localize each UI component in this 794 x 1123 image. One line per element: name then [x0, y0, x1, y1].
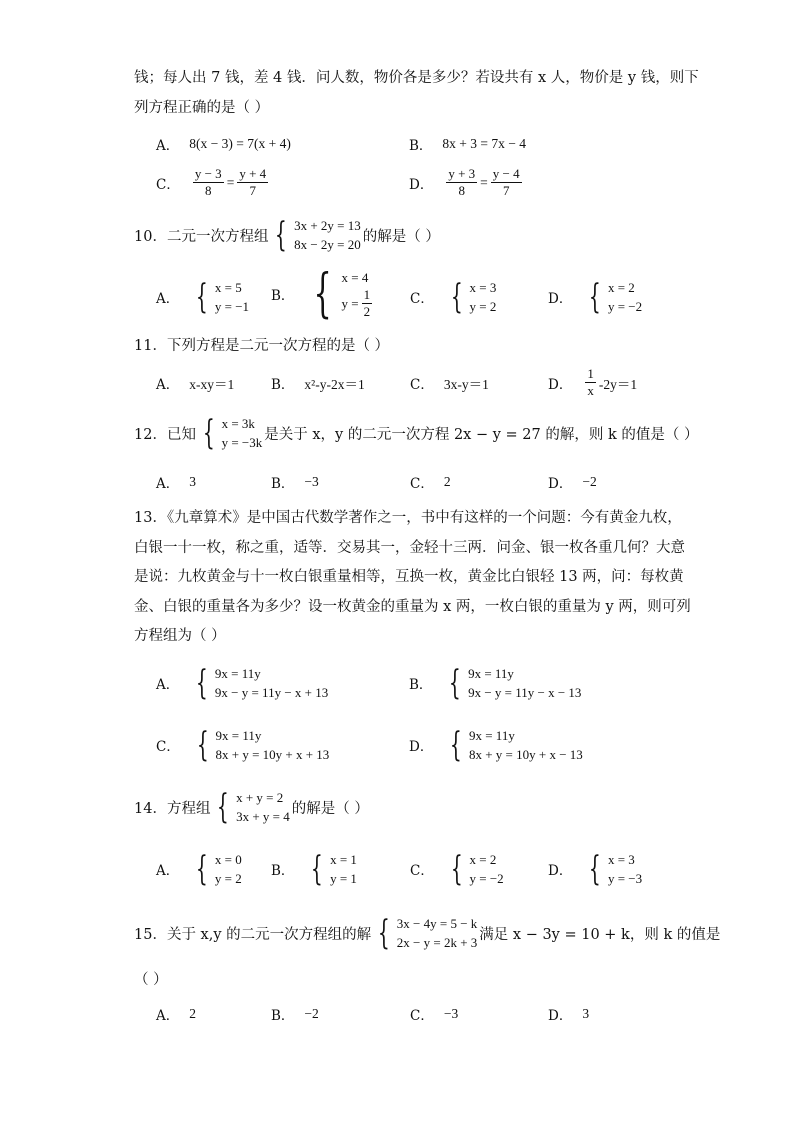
q10-option-a[interactable]: A． { x = 5 y = −1 [156, 277, 250, 317]
q11-option-c[interactable] [410, 373, 489, 393]
equation-system [270, 216, 360, 254]
brace-icon: { [196, 849, 209, 889]
q10-suffix: 的解是（ ） [362, 228, 440, 245]
q10-option-d[interactable]: D． { x = 2 y = −2 [548, 277, 643, 317]
option-label: B． [271, 288, 295, 304]
option-text: 8x + 3 = 7x − 4 [442, 136, 527, 151]
option-label: C． [410, 863, 434, 879]
option-label: C． [410, 291, 434, 307]
brace-icon: { [275, 215, 288, 255]
q10-prefix: 10．二元一次方程组 [134, 228, 269, 245]
q10-stem [134, 216, 440, 254]
brace-icon: { [589, 277, 602, 317]
option-text: 3 [189, 474, 196, 489]
q12-option-b[interactable] [271, 472, 319, 492]
equation-system: { 3x − 4y = 5 − k 2x − y = 2k + 3 [378, 913, 478, 953]
fraction: $\frac{y - 3}{8}$ [194, 166, 222, 198]
q14-option-d[interactable]: D． { x = 3 y = −3 [548, 849, 643, 889]
brace-icon: { [313, 264, 333, 324]
q14-prefix: 14．方程组 [134, 800, 211, 817]
option-text: −2 [582, 474, 597, 489]
option-text: 3x-y＝1 [443, 377, 489, 392]
brace-icon: { [217, 787, 230, 827]
q9-option-a[interactable] [156, 134, 291, 154]
q13-option-c[interactable]: C． { 9x = 11y 8x + y = 10y + x + 13 [156, 725, 330, 765]
fraction: $\frac{y + 4}{7}$ [239, 166, 267, 198]
option-label: A． [156, 377, 180, 393]
option-label: D． [548, 376, 573, 393]
q9-option-c[interactable] [156, 166, 271, 199]
option-label: D． [409, 739, 434, 755]
brace-icon: { [378, 913, 390, 953]
brace-icon: { [450, 725, 463, 765]
brace-icon: { [311, 849, 324, 889]
brace-icon: { [449, 663, 462, 703]
equals-sign: = [226, 174, 235, 190]
option-label: A． [156, 291, 180, 307]
q13-stem-line4: 金、白银的重量各为多少？设一枚黄金的重量为 x 两，一枚白银的重量为 y 两，则可列 [134, 599, 691, 615]
q15-stem-line2: （ ） [134, 972, 168, 988]
q10-option-b[interactable]: B． { x = 4 y = $\frac{1}{2}$ [271, 264, 371, 324]
q15-prefix: 15．关于 x,y 的二元一次方程组的解 [134, 926, 372, 943]
option-label: B． [409, 677, 433, 693]
q14-option-c[interactable]: C． { x = 2 y = −2 [410, 849, 504, 889]
q10-option-c[interactable]: C． { x = 3 y = 2 [410, 277, 497, 317]
q11-option-b[interactable] [271, 373, 365, 393]
q9-stem-line1: 钱；每人出 7 钱，差 4 钱．问人数，物价各是多少？若设共有 x 人，物价是 y 钱，则下 [134, 70, 699, 86]
option-label: D． [548, 291, 573, 307]
q12-prefix: 12．已知 [134, 426, 196, 443]
option-label: D． [409, 176, 434, 193]
q12-option-c[interactable] [410, 472, 451, 492]
equation-row: 8x − 2y = 20 [294, 237, 361, 252]
option-text: -2y＝1 [598, 376, 638, 392]
q12-stem [134, 414, 698, 452]
q9-stem-line2: 列方程正确的是（ ） [134, 100, 270, 116]
q13-option-b[interactable]: B． { 9x = 11y 9x − y = 11y − x − 13 [409, 663, 582, 703]
option-label: C． [410, 1008, 434, 1024]
q15-option-b[interactable] [271, 1004, 319, 1024]
brace-icon: { [196, 725, 209, 765]
option-text: x²-y-2x＝1 [304, 377, 365, 392]
option-label: A． [156, 677, 180, 693]
option-label: B． [271, 377, 295, 393]
option-label: D． [548, 476, 573, 492]
option-label: B． [271, 1008, 295, 1024]
q15-option-c[interactable] [410, 1004, 458, 1024]
brace-icon: { [450, 849, 463, 889]
q15-option-a[interactable] [156, 1004, 196, 1024]
brace-icon: { [589, 849, 602, 889]
option-label: A． [156, 138, 180, 154]
q14-option-a[interactable]: A． { x = 0 y = 2 [156, 849, 242, 889]
option-text: 2 [443, 474, 451, 489]
option-label: B． [271, 476, 295, 492]
option-label: C． [410, 377, 434, 393]
option-text: −3 [443, 1006, 459, 1021]
q11-option-a[interactable] [156, 373, 234, 393]
option-text: −2 [304, 1006, 319, 1021]
option-text: 2 [189, 1006, 196, 1021]
equals-sign: = [480, 174, 488, 190]
q15-suffix: 满足 x − 3y = 10 + k，则 k 的值是 [479, 926, 721, 943]
q13-stem-line5: 方程组为（ ） [134, 628, 226, 644]
option-label: C． [156, 739, 180, 755]
brace-icon: { [450, 277, 463, 317]
option-text: 8(x − 3) = 7(x + 4) [189, 136, 291, 151]
q9-option-b[interactable] [409, 134, 526, 154]
equation-system: { x = 3k y = −3k [202, 413, 263, 453]
option-text: 3 [582, 1006, 590, 1021]
q13-stem-line1: 13．《九章算术》是中国古代数学著作之一，书中有这样的一个问题：今有黄金九枚， [134, 510, 682, 526]
q14-stem [134, 788, 369, 826]
equation-row: 3x + 2y = 13 [294, 218, 361, 233]
q13-option-a[interactable]: A． { 9x = 11y 9x − y = 11y − x + 13 [156, 663, 329, 703]
q13-stem-line3: 是说：九枚黄金与十一枚白银重量相等，互换一枚，黄金比白银轻 13 两，问：每枚黄 [134, 569, 684, 585]
brace-icon: { [196, 663, 209, 703]
option-label: B． [409, 138, 433, 154]
q12-option-d[interactable] [548, 472, 597, 492]
option-label: A． [156, 863, 180, 879]
q14-suffix: 的解是（ ） [291, 800, 369, 817]
option-label: D． [548, 863, 573, 879]
option-label: C． [410, 476, 434, 492]
equation-system: { x + y = 2 3x + y = 4 [217, 787, 290, 827]
fraction: $\frac{y + 3}{8}$ [448, 166, 476, 198]
option-label: B． [271, 863, 295, 879]
q15-stem [134, 914, 720, 952]
brace-icon: { [196, 277, 209, 317]
q9-option-d[interactable] [409, 166, 525, 199]
option-text: −3 [304, 474, 319, 489]
q13-stem-line2: 白银一十一枚，称之重，适等．交易其一，金轻十三两．问金、银一枚各重几何？大意 [134, 540, 685, 556]
q14-option-b[interactable]: B． { x = 1 y = 1 [271, 849, 357, 889]
q12-suffix: 是关于 x，y 的二元一次方程 2x − y = 27 的解，则 k 的值是（ ） [264, 426, 699, 443]
brace-icon: { [202, 413, 215, 453]
q11-option-d[interactable]: D． $\frac{1}{x}$ -2y＝1 [548, 366, 638, 398]
q13-option-d[interactable]: D． { 9x = 11y 8x + y = 10y + x − 13 [409, 725, 583, 765]
option-label: A． [156, 1008, 180, 1024]
option-text: x-xy＝1 [189, 377, 235, 392]
option-label: C． [156, 176, 180, 193]
fraction: $\frac{y - 4}{7}$ [492, 166, 520, 198]
q11-stem: 11．下列方程是二元一次方程的是（ ） [134, 338, 390, 354]
option-label: D． [548, 1008, 573, 1024]
q15-option-d[interactable] [548, 1004, 589, 1024]
q12-option-a[interactable] [156, 472, 196, 492]
option-label: A． [156, 476, 180, 492]
